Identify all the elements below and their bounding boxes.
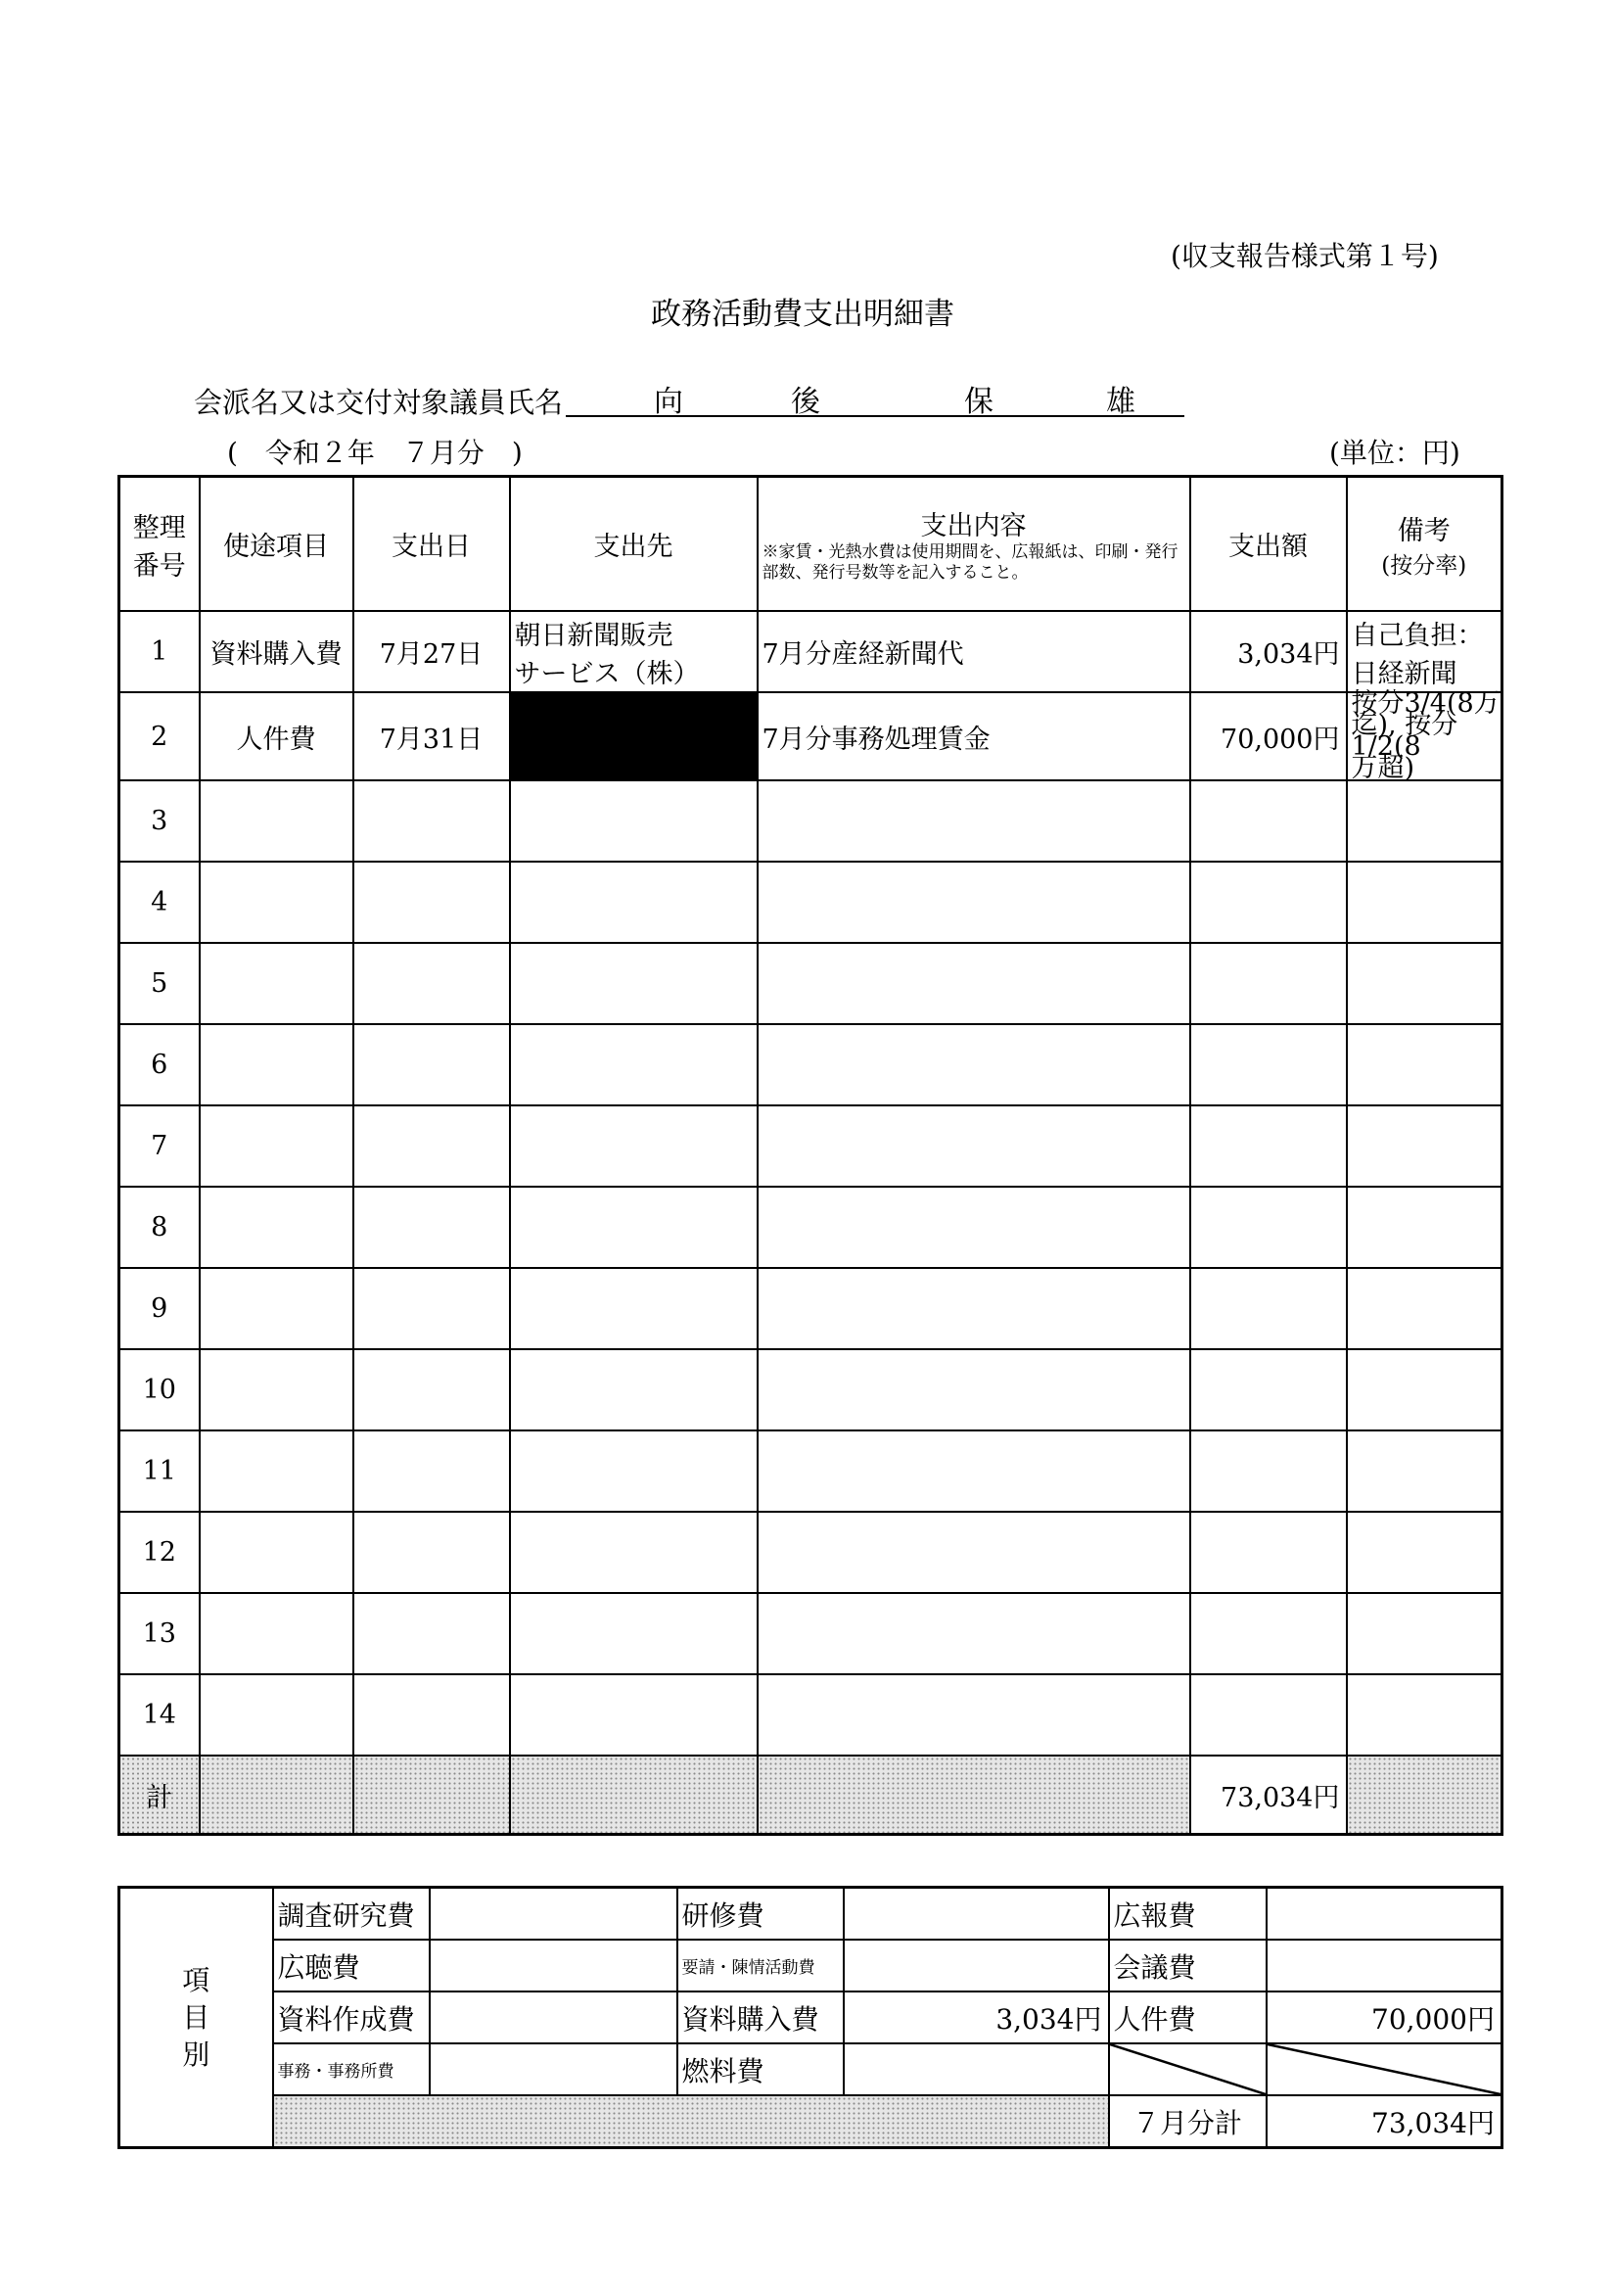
row-use: 資料購入費 [200,611,353,692]
item-jinken: 人件費 [1109,1991,1267,2043]
table-row [119,862,1502,943]
table-row [119,1674,1502,1756]
header-payee: 支出先 [510,477,758,612]
item-nenryou: 燃料費 [677,2043,844,2095]
item-yousei: 要請・陳情活動費 [677,1940,844,1991]
table-row [119,1430,1502,1512]
item-jimu: 事務・事務所費 [273,2043,430,2095]
table-row [119,780,1502,862]
table-header-row [119,477,1502,612]
expense-table [117,475,1503,1836]
item-kenshu: 研修費 [677,1888,844,1941]
name-char-2: 後 [791,385,820,419]
form-number: (収支報告様式第１号) [1171,240,1439,272]
shaded-area [273,2095,1109,2148]
table-row [119,692,1502,780]
name-char-1: 向 [654,385,683,419]
total-label: 計 [119,1756,200,1835]
item-jinken-amount: 70,000円 [1267,1991,1502,2043]
period: ( 令和２年 ７月分 ) [227,437,523,469]
total-amount: 73,034円 [1190,1756,1347,1835]
row-remarks: 自己負担： 日経新聞 [1347,611,1502,692]
header-content [758,477,1190,612]
item-kaigi: 会議費 [1109,1940,1267,1991]
row-no: 5 [119,943,200,1024]
unit-label: (単位：円) [1329,437,1460,469]
row-no: 8 [119,1187,200,1268]
header-use: 使途項目 [200,477,353,612]
row-no: 11 [119,1430,200,1512]
header-remarks: 備考 (按分率) [1347,477,1502,612]
row-no: 4 [119,862,200,943]
item-kouhou: 広報費 [1109,1888,1267,1941]
row-content: 7月分事務処理賃金 [758,692,1190,780]
header-content-note: ※家賃・光熱水費は使用期間を、広報紙は、印刷・発行部数、発行号数等を記入すること。 [762,542,1178,583]
table-row [119,1268,1502,1349]
document-title: 政務活動費支出明細書 [651,297,954,332]
header-content-title: 支出内容 [920,511,1027,541]
table-row [119,1593,1502,1674]
row-no: 14 [119,1674,200,1756]
row-remarks: 按分3/4(8万 迄), 按分1/2(8 万超) [1347,692,1502,780]
total-row [119,1756,1502,1835]
item-shiryou-kounyu-amount: 3,034円 [844,1991,1109,2043]
row-content: 7月分産経新聞代 [758,611,1190,692]
diagonal-slash [1109,2043,1267,2095]
summary-side-label: 項 目 別 [119,1888,273,2148]
table-row [119,1187,1502,1268]
table-row [119,1105,1502,1187]
item-chousa: 調査研究費 [273,1888,430,1941]
row-payee: 朝日新聞販売 サービス（株） [510,611,758,692]
row-no: 3 [119,780,200,862]
item-shiryou-kounyu: 資料購入費 [677,1991,844,2043]
row-date: 7月27日 [353,611,510,692]
diagonal-slash [1267,2043,1502,2095]
table-row [119,611,1502,692]
item-kouchou: 広聴費 [273,1940,430,1991]
row-no: 7 [119,1105,200,1187]
table-row [119,1024,1502,1105]
row-no: 6 [119,1024,200,1105]
row-no: 13 [119,1593,200,1674]
row-amount: 3,034円 [1190,611,1347,692]
redacted-payee [510,692,758,780]
month-total-amount: 73,034円 [1267,2095,1502,2148]
row-no: 12 [119,1512,200,1593]
item-shiryou-sakusei: 資料作成費 [273,1991,430,2043]
row-no: 1 [119,611,200,692]
name-label: 会派名又は交付対象議員氏名 [194,386,564,419]
category-summary-table [117,1886,1503,2149]
row-no: 9 [119,1268,200,1349]
header-no: 整理 番号 [119,477,200,612]
row-no: 2 [119,692,200,780]
header-date: 支出日 [353,477,510,612]
name-char-4: 雄 [1106,385,1135,419]
name-char-3: 保 [964,385,993,419]
row-date: 7月31日 [353,692,510,780]
month-total-label: ７月分計 [1109,2095,1267,2148]
table-row [119,1349,1502,1430]
table-row [119,943,1502,1024]
row-use: 人件費 [200,692,353,780]
header-amount: 支出額 [1190,477,1347,612]
row-amount: 70,000円 [1190,692,1347,780]
table-row [119,1512,1502,1593]
row-no: 10 [119,1349,200,1430]
